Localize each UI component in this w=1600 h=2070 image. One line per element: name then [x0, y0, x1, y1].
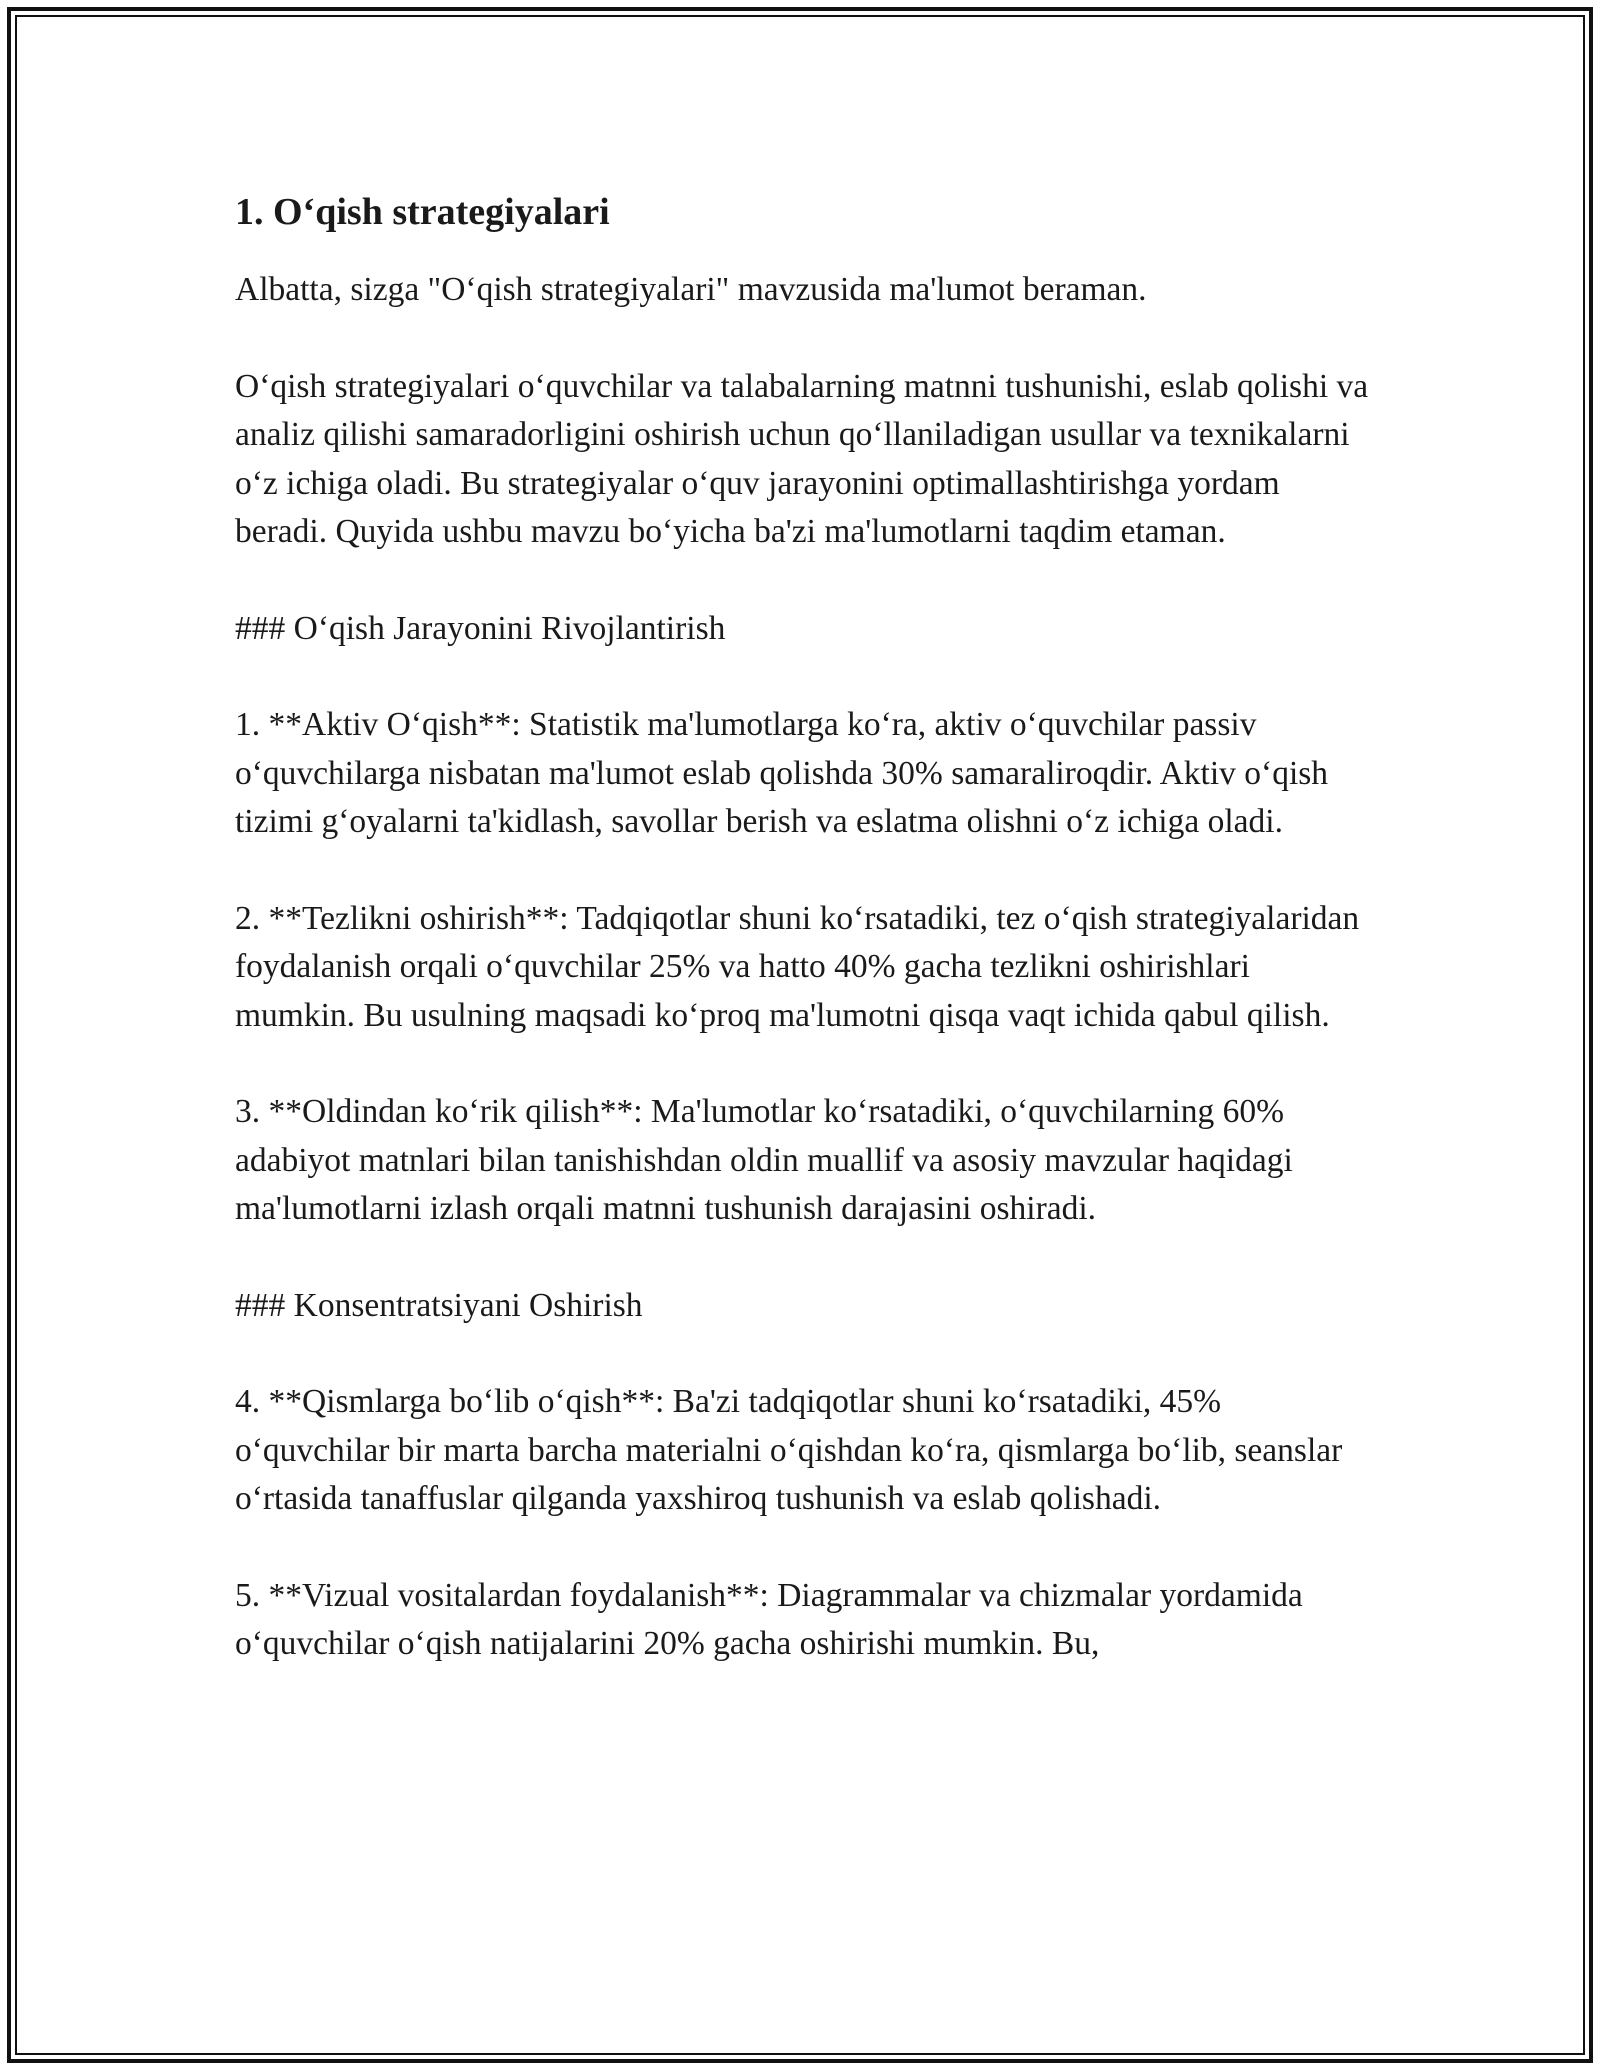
list-item-chunked-reading: 4. **Qismlarga bo‘lib o‘qish**: Ba'zi tadqiqotlar shuni ko‘rsatadiki, 45% o‘quvchilar bir marta barcha materialni o‘qishdan ko‘ra, qismlarga bo‘lib, seanslar o‘rtasida tanaffuslar qilganda yaxshiroq tushunish va eslab qolishadi.: [235, 1383, 1343, 1517]
section-heading-concentration: ### Konsentratsiyani Oshirish: [235, 1286, 643, 1324]
document-content: [235, 184, 1375, 1669]
overview-paragraph: O‘qish strategiyalari o‘quvchilar va talabalarning matnni tushunishi, eslab qolishi va analiz qilishi samaradorligini oshirish uchun qo‘llaniladigan usullar va texnikalarni o‘z ichiga oladi. Bu strategiyalar o‘quv jarayonini optimallashtirishga yordam beradi. Quyida ushbu mavzu bo‘yicha ba'zi ma'lumotlarni taqdim etaman.: [235, 367, 1369, 550]
document-title: 1. O‘qish strategiyalari: [235, 191, 610, 233]
list-item-speed-increase: 2. **Tezlikni oshirish**: Tadqiqotlar shuni ko‘rsatadiki, tez o‘qish strategiyalaridan foydalanish orqali o‘quvchilar 25% va hatto 40% gacha tezlikni oshirishlari mumkin. Bu usulning maqsadi ko‘proq ma'lumotni qisqa vaqt ichida qabul qilish.: [235, 899, 1360, 1034]
section-heading-reading-process: ### O‘qish Jarayonini Rivojlantirish: [235, 609, 726, 647]
list-item-active-reading: 1. **Aktiv O‘qish**: Statistik ma'lumotlarga ko‘ra, aktiv o‘quvchilar passiv o‘quvchilarga nisbatan ma'lumot eslab qolishda 30% samaraliroqdir. Aktiv o‘qish tizimi g‘oyalarni ta'kidlash, savollar berish va eslatma olishni o‘z ichiga oladi.: [235, 706, 1329, 840]
intro-paragraph: Albatta, sizga "O‘qish strategiyalari" mavzusida ma'lumot beraman.: [235, 271, 1147, 308]
list-item-visual-aids: 5. **Vizual vositalardan foydalanish**: Diagrammalar va chizmalar yordamida o‘quvchilar o‘qish natijalarini 20% gacha oshirishi mumkin. Bu,: [235, 1576, 1303, 1662]
list-item-preview: 3. **Oldindan ko‘rik qilish**: Ma'lumotlar ko‘rsatadiki, o‘quvchilarning 60% adabiyot matnlari bilan tanishishdan oldin muallif va asosiy mavzular haqidagi ma'lumotlarni izlash orqali matnni tushunish darajasini oshiradi.: [235, 1093, 1293, 1227]
